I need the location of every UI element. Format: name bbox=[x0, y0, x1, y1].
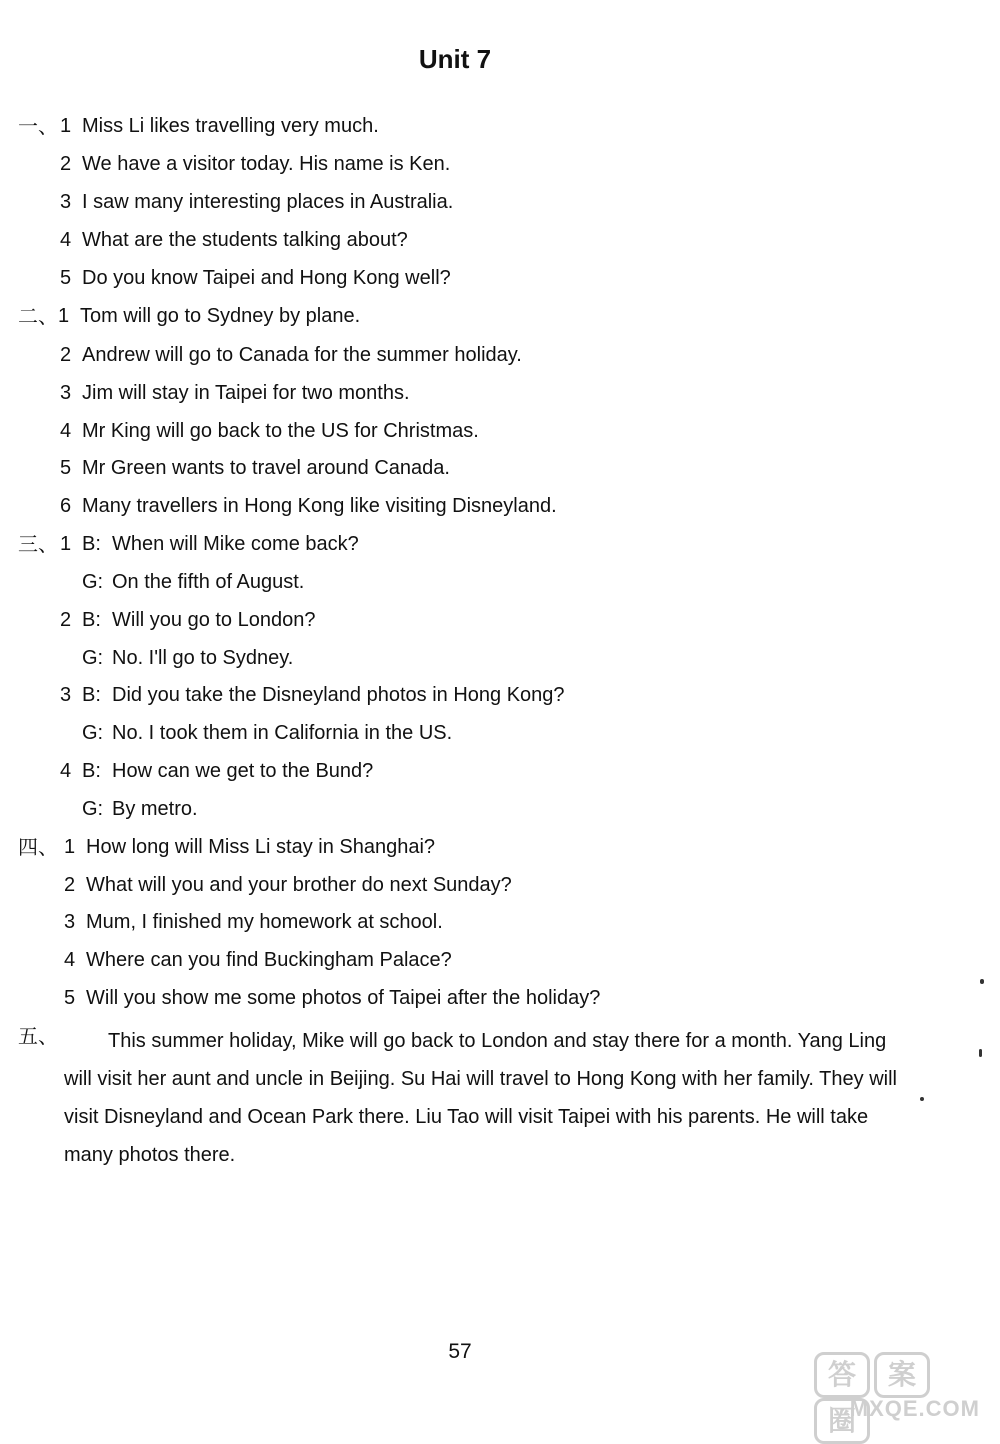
section-marker-4: 四、 bbox=[18, 835, 58, 859]
item-text: What will you and your brother do next Sunday? bbox=[86, 874, 512, 896]
item-number: 2 bbox=[60, 609, 72, 631]
list-item bbox=[60, 228, 408, 252]
dialogue-text: When will Mike come back? bbox=[112, 533, 359, 555]
speaker-label: B: bbox=[82, 684, 101, 706]
dialogue-text: How can we get to the Bund? bbox=[112, 760, 374, 782]
item-text: Tom will go to Sydney by plane. bbox=[80, 305, 361, 327]
dialogue-line bbox=[82, 570, 304, 594]
list-item bbox=[60, 494, 557, 518]
scan-speck bbox=[920, 1097, 924, 1101]
speaker-label: G: bbox=[82, 571, 104, 593]
dialogue-text: Did you take the Disneyland photos in Hong Kong? bbox=[112, 684, 565, 706]
item-number: 1 bbox=[60, 115, 72, 137]
list-item bbox=[64, 948, 452, 972]
item-number: 3 bbox=[60, 684, 72, 706]
list-item bbox=[60, 381, 410, 405]
item-text: Mum, I finished my homework at school. bbox=[86, 911, 443, 933]
list-item bbox=[64, 986, 600, 1010]
dialogue-line bbox=[60, 683, 565, 707]
page-title: Unit 7 bbox=[418, 44, 492, 74]
speaker-label: G: bbox=[82, 722, 104, 744]
list-item bbox=[60, 419, 479, 443]
dialogue-line bbox=[60, 532, 359, 556]
section-marker-5: 五、 bbox=[18, 1024, 58, 1048]
speaker-label: G: bbox=[82, 647, 104, 669]
item-number: 6 bbox=[60, 495, 72, 517]
list-item bbox=[60, 343, 522, 367]
item-number: 2 bbox=[64, 874, 76, 896]
scan-speck bbox=[979, 1049, 982, 1057]
speaker-label: B: bbox=[82, 760, 101, 782]
list-item bbox=[64, 910, 443, 934]
item-number: 3 bbox=[60, 191, 72, 213]
speaker-label: B: bbox=[82, 609, 101, 631]
item-number: 5 bbox=[60, 267, 72, 289]
item-text: We have a visitor today. His name is Ken. bbox=[82, 153, 451, 175]
item-text: Mr Green wants to travel around Canada. bbox=[82, 457, 450, 479]
dialogue-text: No. I'll go to Sydney. bbox=[112, 647, 294, 669]
item-text: Many travellers in Hong Kong like visiting Disneyland. bbox=[82, 495, 557, 517]
watermark bbox=[808, 1352, 988, 1436]
list-item bbox=[60, 152, 450, 176]
item-number: 4 bbox=[60, 229, 72, 251]
item-text: Do you know Taipei and Hong Kong well? bbox=[82, 267, 451, 289]
section-marker-1: 一、 bbox=[18, 114, 58, 138]
watermark-logo-char: 答 bbox=[814, 1352, 870, 1398]
dialogue-text: By metro. bbox=[112, 798, 198, 820]
list-item bbox=[58, 304, 360, 328]
dialogue-text: Will you go to London? bbox=[112, 609, 316, 631]
item-number: 4 bbox=[64, 949, 76, 971]
dialogue-line bbox=[60, 608, 315, 632]
item-text: Mr King will go back to the US for Christmas. bbox=[82, 420, 479, 442]
item-text: Andrew will go to Canada for the summer holiday. bbox=[82, 344, 522, 366]
item-text: What are the students talking about? bbox=[82, 229, 408, 251]
list-item bbox=[60, 456, 450, 480]
dialogue-line bbox=[82, 721, 452, 745]
section-marker-3: 三、 bbox=[18, 532, 58, 556]
list-item bbox=[64, 873, 512, 897]
scan-speck bbox=[980, 979, 984, 984]
dialogue-line bbox=[82, 646, 293, 670]
item-text: Miss Li likes travelling very much. bbox=[82, 115, 379, 137]
item-number: 3 bbox=[64, 911, 76, 933]
item-number: 5 bbox=[60, 457, 72, 479]
watermark-logo-char: 案 bbox=[874, 1352, 930, 1398]
watermark-url: MXQE.COM bbox=[849, 1396, 980, 1421]
item-number: 4 bbox=[60, 420, 72, 442]
item-number: 1 bbox=[60, 533, 72, 555]
page-number: 57 bbox=[448, 1340, 472, 1363]
speaker-label: B: bbox=[82, 533, 101, 555]
list-item bbox=[60, 266, 451, 290]
item-number: 1 bbox=[58, 305, 70, 327]
item-number: 2 bbox=[60, 344, 72, 366]
item-text: Where can you find Buckingham Palace? bbox=[86, 949, 452, 971]
item-number: 3 bbox=[60, 382, 72, 404]
passage-paragraph: This summer holiday, Mike will go back to London and stay there for a month. Yang Ling will visit her aunt and uncle in Beijing. Su Hai will travel to Hong Kong with her family. They will visit Disneyland and Ocean Park there. Liu Tao will visit Taipei with his parents. He will take many photos there. bbox=[64, 1030, 897, 1166]
dialogue-line bbox=[60, 759, 373, 783]
speaker-label: G: bbox=[82, 798, 104, 820]
item-number: 4 bbox=[60, 760, 72, 782]
watermark-logo-char: 圈 bbox=[814, 1398, 870, 1444]
item-text: Jim will stay in Taipei for two months. bbox=[82, 382, 410, 404]
dialogue-line bbox=[82, 797, 198, 821]
list-item bbox=[60, 190, 453, 214]
item-text: Will you show me some photos of Taipei after the holiday? bbox=[86, 987, 601, 1009]
list-item bbox=[64, 835, 435, 859]
item-number: 5 bbox=[64, 987, 76, 1009]
item-number: 1 bbox=[64, 836, 76, 858]
item-text: How long will Miss Li stay in Shanghai? bbox=[86, 836, 436, 858]
dialogue-text: On the fifth of August. bbox=[112, 571, 305, 593]
dialogue-text: No. I took them in California in the US. bbox=[112, 722, 453, 744]
item-number: 2 bbox=[60, 153, 72, 175]
section-marker-2: 二、 bbox=[18, 304, 58, 328]
item-text: I saw many interesting places in Australia. bbox=[82, 191, 454, 213]
list-item bbox=[60, 114, 379, 138]
